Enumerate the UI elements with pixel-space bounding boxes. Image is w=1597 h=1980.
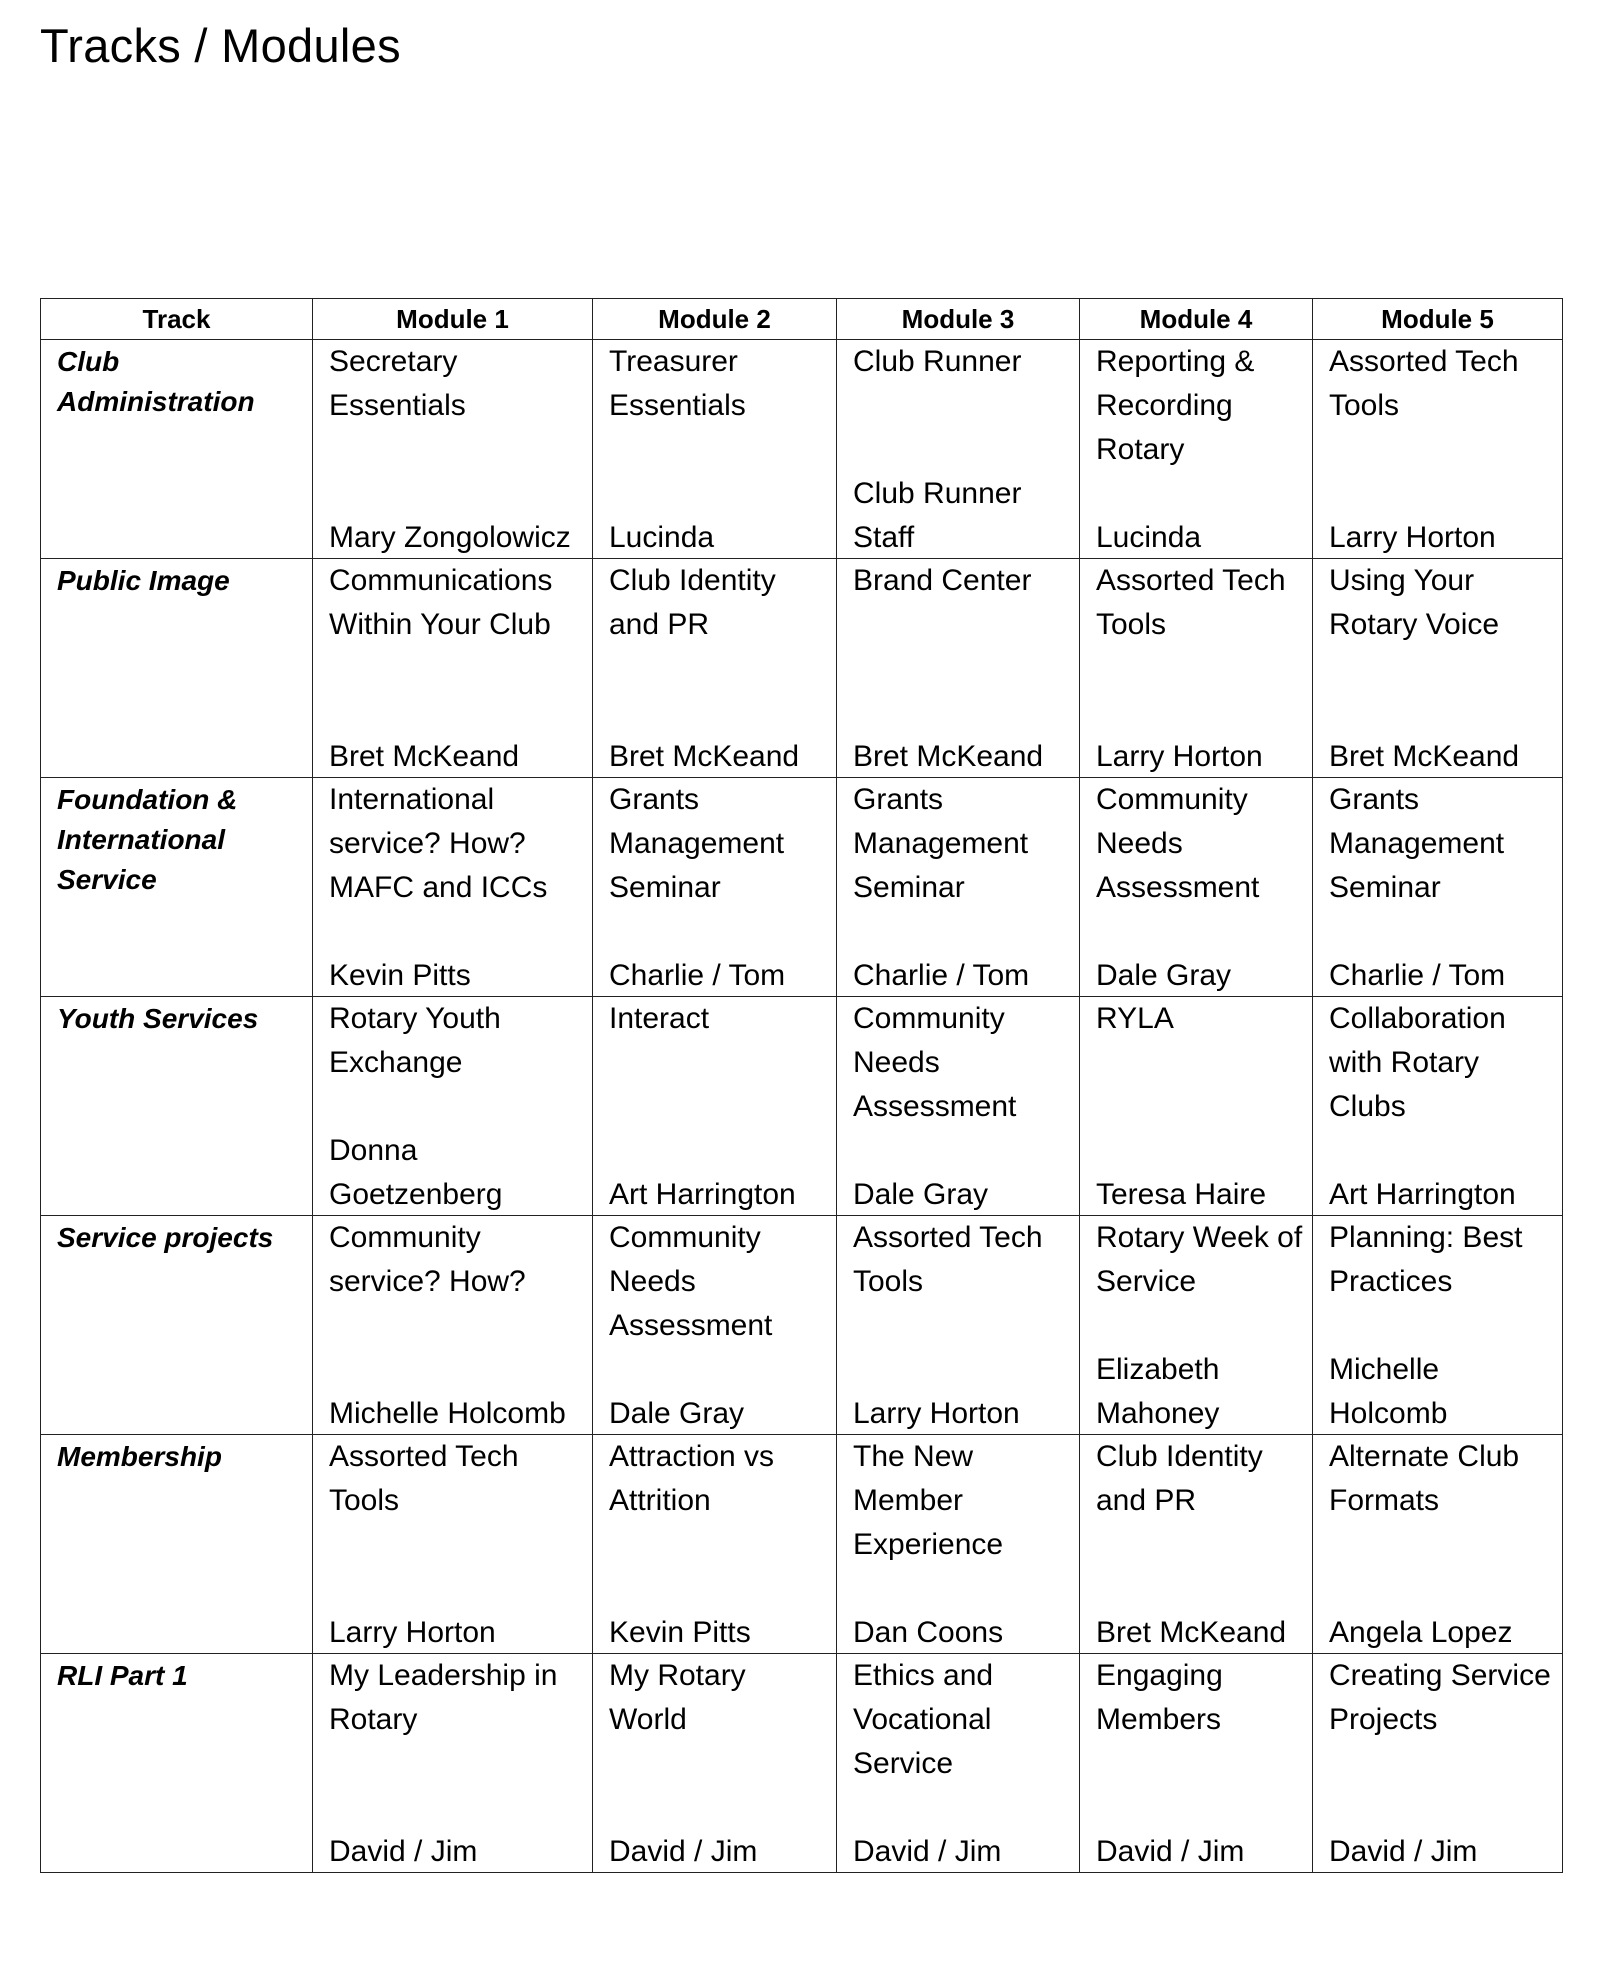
module-presenter: Michelle Holcomb (1329, 1353, 1448, 1430)
module-cell (313, 1654, 593, 1873)
module-cell (1080, 1654, 1313, 1873)
module-cell (1080, 559, 1313, 778)
module-cell (1313, 559, 1563, 778)
module-topic: Grants Management Seminar (853, 783, 1029, 904)
module-cell (1080, 1216, 1313, 1435)
module-topic: Secretary Essentials (329, 345, 466, 422)
module-presenter: Teresa Haire (1096, 1178, 1267, 1211)
module-presenter: Dale Gray (609, 1397, 745, 1430)
track-name: Foundation & International Service (41, 778, 313, 997)
module-cell (313, 778, 593, 997)
module-topic: Treasurer Essentials (609, 345, 746, 422)
module-cell (1313, 1654, 1563, 1873)
module-presenter: David / Jim (609, 1835, 758, 1868)
module-topic: Club Identity and PR (609, 564, 776, 641)
module-topic: The New Member Experience (853, 1440, 1004, 1561)
module-presenter: Bret McKeand (329, 740, 520, 773)
module-presenter: David / Jim (1096, 1835, 1245, 1868)
module-cell (837, 559, 1080, 778)
module-presenter: Bret McKeand (1096, 1616, 1287, 1649)
header-module-1: Module 1 (313, 299, 593, 340)
track-name: Public Image (41, 559, 313, 778)
module-cell (1080, 997, 1313, 1216)
module-cell (1313, 997, 1563, 1216)
module-topic: RYLA (1096, 1002, 1174, 1035)
module-presenter: Dale Gray (853, 1178, 989, 1211)
module-topic: Assorted Tech Tools (329, 1440, 519, 1517)
header-module-4: Module 4 (1080, 299, 1313, 340)
module-cell (837, 997, 1080, 1216)
module-cell (593, 778, 837, 997)
module-presenter: Lucinda (609, 521, 715, 554)
module-cell (1080, 1435, 1313, 1654)
module-topic: Grants Management Seminar (609, 783, 785, 904)
module-topic: Club Runner (853, 345, 1022, 378)
module-cell (593, 340, 837, 559)
module-topic: Rotary Week of Service (1096, 1221, 1303, 1298)
track-name: RLI Part 1 (41, 1654, 313, 1873)
table-row (41, 1654, 1563, 1873)
module-topic: Club Identity and PR (1096, 1440, 1263, 1517)
header-module-5: Module 5 (1313, 299, 1563, 340)
module-cell (1313, 1216, 1563, 1435)
modules-table (40, 298, 1563, 1873)
module-presenter: Bret McKeand (853, 740, 1044, 773)
module-topic: My Rotary World (609, 1659, 746, 1736)
module-cell (313, 1216, 593, 1435)
module-cell (837, 1435, 1080, 1654)
module-topic: Interact (609, 1002, 710, 1035)
module-presenter: Larry Horton (329, 1616, 496, 1649)
module-cell (1080, 778, 1313, 997)
header-track: Track (41, 299, 313, 340)
module-presenter: Club Runner Staff (853, 477, 1022, 554)
module-cell (837, 1216, 1080, 1435)
module-topic: Attraction vs Attrition (609, 1440, 775, 1517)
module-presenter: Donna Goetzenberg (329, 1134, 503, 1211)
module-cell (837, 1654, 1080, 1873)
module-cell (313, 997, 593, 1216)
module-presenter: Mary Zongolowicz (329, 521, 571, 554)
module-cell (1313, 340, 1563, 559)
track-name: Membership (41, 1435, 313, 1654)
module-cell (837, 340, 1080, 559)
module-topic: Reporting & Recording Rotary (1096, 345, 1255, 466)
module-topic: Creating Service Projects (1329, 1659, 1551, 1736)
module-cell (1313, 778, 1563, 997)
module-presenter: Dale Gray (1096, 959, 1232, 992)
table-row (41, 559, 1563, 778)
module-presenter: Larry Horton (1329, 521, 1496, 554)
module-topic: Engaging Members (1096, 1659, 1223, 1736)
module-presenter: David / Jim (1329, 1835, 1478, 1868)
module-topic: Brand Center (853, 564, 1032, 597)
module-cell (593, 1654, 837, 1873)
table-row (41, 997, 1563, 1216)
module-cell (1313, 1435, 1563, 1654)
module-presenter: David / Jim (853, 1835, 1002, 1868)
track-name: Service projects (41, 1216, 313, 1435)
table-row (41, 778, 1563, 997)
module-cell (837, 778, 1080, 997)
module-topic: Community service? How? (329, 1221, 526, 1298)
module-presenter: Kevin Pitts (329, 959, 471, 992)
module-topic: Community Needs Assessment (609, 1221, 773, 1342)
module-topic: Ethics and Vocational Service (853, 1659, 994, 1780)
table-row (41, 1435, 1563, 1654)
module-presenter: Charlie / Tom (1329, 959, 1506, 992)
module-cell (313, 559, 593, 778)
module-presenter: Lucinda (1096, 521, 1202, 554)
module-presenter: David / Jim (329, 1835, 478, 1868)
module-presenter: Angela Lopez (1329, 1616, 1513, 1649)
module-topic: Rotary Youth Exchange (329, 1002, 501, 1079)
page-title: Tracks / Modules (40, 19, 401, 72)
module-presenter: Kevin Pitts (609, 1616, 751, 1649)
module-cell (593, 1435, 837, 1654)
module-cell (1080, 340, 1313, 559)
table-row (41, 340, 1563, 559)
module-presenter: Larry Horton (853, 1397, 1020, 1430)
module-cell (593, 1216, 837, 1435)
module-presenter: Art Harrington (1329, 1178, 1516, 1211)
header-module-3: Module 3 (837, 299, 1080, 340)
module-topic: Using Your Rotary Voice (1329, 564, 1500, 641)
header-row (41, 299, 1563, 340)
module-cell (593, 559, 837, 778)
module-topic: Assorted Tech Tools (853, 1221, 1043, 1298)
module-presenter: Michelle Holcomb (329, 1397, 566, 1430)
module-topic: International service? How? MAFC and ICCs (329, 783, 548, 904)
module-presenter: Art Harrington (609, 1178, 796, 1211)
module-presenter: Larry Horton (1096, 740, 1263, 773)
module-presenter: Charlie / Tom (853, 959, 1030, 992)
module-cell (313, 1435, 593, 1654)
module-presenter: Bret McKeand (1329, 740, 1520, 773)
module-topic: Collaboration with Rotary Clubs (1329, 1002, 1506, 1123)
header-module-2: Module 2 (593, 299, 837, 340)
module-topic: Planning: Best Practices (1329, 1221, 1523, 1298)
module-topic: Alternate Club Formats (1329, 1440, 1520, 1517)
module-presenter: Dan Coons (853, 1616, 1004, 1649)
module-cell (313, 340, 593, 559)
track-name: Youth Services (41, 997, 313, 1216)
module-topic: Community Needs Assessment (1096, 783, 1260, 904)
module-topic: Communications Within Your Club (329, 564, 553, 641)
module-topic: Grants Management Seminar (1329, 783, 1505, 904)
module-topic: Assorted Tech Tools (1096, 564, 1286, 641)
module-presenter: Charlie / Tom (609, 959, 786, 992)
module-topic: My Leadership in Rotary (329, 1659, 558, 1736)
module-topic: Assorted Tech Tools (1329, 345, 1519, 422)
track-name: Club Administration (41, 340, 313, 559)
module-topic: Community Needs Assessment (853, 1002, 1017, 1123)
module-cell (593, 997, 837, 1216)
table-row (41, 1216, 1563, 1435)
module-presenter: Bret McKeand (609, 740, 800, 773)
module-presenter: Elizabeth Mahoney (1096, 1353, 1220, 1430)
